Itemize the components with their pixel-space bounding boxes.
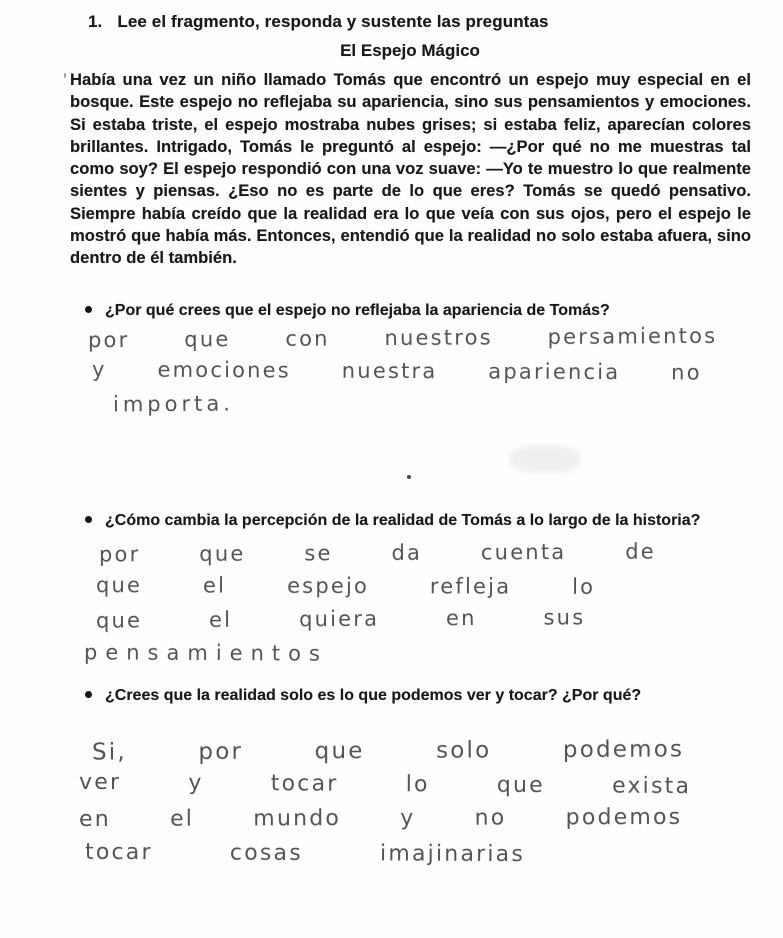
answer-3-line-3: en el mundo y no podemos	[78, 804, 683, 833]
answer-3-line-1: Si, por que solo podemos	[91, 736, 685, 766]
question-2-prompt: ¿Cómo cambia la percepción de la realidad de Tomás a lo largo de la historia?	[105, 512, 701, 529]
instruction-text: Lee el fragmento, responda y sustente las preguntas	[117, 12, 549, 31]
stray-ink-dot	[407, 475, 411, 479]
answer-1-line-1: por que con nuestros persamientos	[87, 323, 718, 353]
answer-3-line-4: tocar cosas imajinarias	[84, 839, 526, 868]
scan-speck	[64, 73, 66, 78]
answer-1-line-2: y emociones nuestra apariencia no	[91, 357, 702, 385]
instruction-number: 1.	[88, 12, 103, 31]
answer-2-line-1: por que se da cuenta de	[98, 539, 656, 567]
scan-smudge	[510, 445, 580, 473]
instruction-line	[88, 12, 549, 32]
passage-title: El Espejo Mágico	[340, 41, 480, 60]
question-3	[85, 687, 641, 705]
bullet-icon	[85, 516, 92, 523]
answer-2-line-4: pensamientos	[83, 640, 328, 666]
question-3-prompt: ¿Crees que la realidad solo es lo que podemos ver y tocar? ¿Por qué?	[105, 687, 642, 704]
answer-2-line-3: que el quiera en sus	[95, 605, 586, 633]
question-1-prompt: ¿Por qué crees que el espejo no reflejaba la apariencia de Tomás?	[105, 302, 610, 319]
bullet-icon	[85, 306, 92, 313]
answer-3-line-2: ver y tocar lo que exista	[78, 769, 692, 800]
answer-1-line-3: importa.	[112, 391, 234, 417]
answer-2-line-2: que el espejo refleja lo	[95, 573, 596, 599]
question-1	[85, 302, 610, 320]
passage-body: Había una vez un niño llamado Tomás que encontró un espejo muy especial en el bosque. Este espejo no reflejaba su apariencia, sino sus pensamientos y emociones. Si estaba triste, el espejo mostraba nubes grises; si estaba feliz, aparecían colores brillantes. Intrigado, Tomás le preguntó al espejo: —¿Por qué no me muestras tal como soy? El espejo respondió con una voz suave: —Yo te muestro lo que realmente sientes y piensas. ¿Eso no es parte de lo que eres? Tomás se quedó pensativo. Siempre había creído que la realidad era lo que veía con sus ojos, pero el espejo le mostró que había más. Entonces, entendió que la realidad no solo estaba afuera, sino dentro de él también.	[70, 70, 751, 268]
question-2	[85, 512, 700, 530]
bullet-icon	[85, 691, 92, 698]
